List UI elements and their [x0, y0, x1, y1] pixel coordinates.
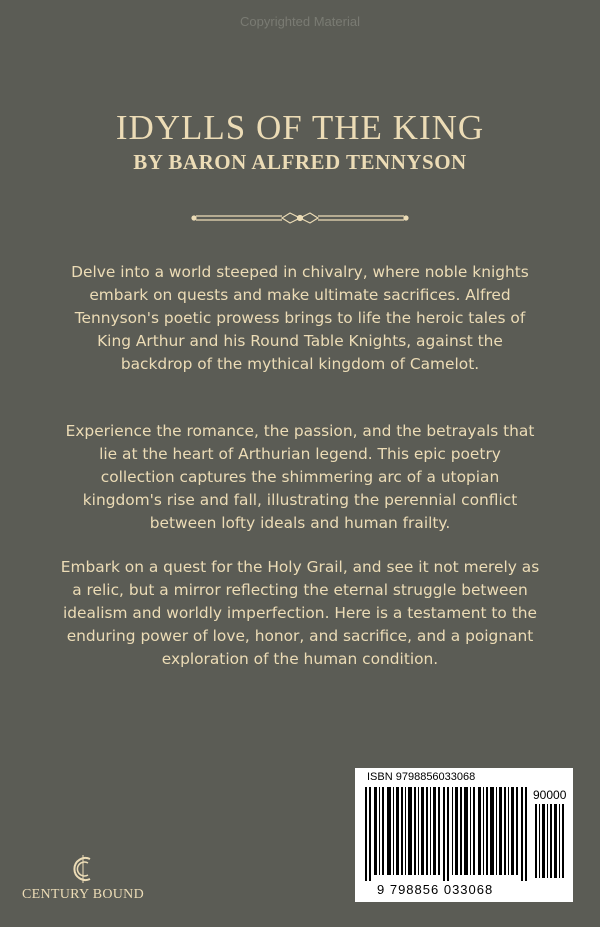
publisher-mark — [18, 853, 148, 903]
book-byline: BY BARON ALFRED TENNYSON — [133, 150, 467, 174]
isbn-label: ISBN 9798856033068 — [367, 771, 476, 783]
ornamental-divider-icon — [190, 208, 410, 228]
isbn-barcode — [355, 768, 573, 902]
barcode-bars-icon — [365, 787, 530, 881]
blurb-paragraph-1: Delve into a world steeped in chivalry, where noble knights embark on quests and make ultimate sacrifices. Alfred Tennyson's poetic prowess brings to life the heroic tales of King Arthur and his Round Table Knights, against the backdrop of the mythical kingdom of Camelot. — [71, 263, 529, 373]
century-bound-logo-icon — [68, 853, 98, 885]
price-code: 90000 — [533, 788, 567, 802]
blurb-paragraph-3: Embark on a quest for the Holy Grail, and see it not merely as a relic, but a mirror reflecting the eternal struggle between idealism and worldly imperfection. Here is a testament to the enduring power of love, honor, and sacrifice, and a poignant exploration of the human condition. — [60, 558, 540, 668]
book-title: IDYLLS OF THE KING — [115, 108, 485, 147]
publisher-name: CENTURY BOUND — [22, 887, 144, 902]
addon-barcode-icon — [535, 804, 565, 878]
blurb-paragraph-2: Experience the romance, the passion, and the betrayals that lie at the heart of Arthurian legend. This epic poetry collection captures the shimmering arc of a utopian kingdom's rise and fall, illustrating the perennial conflict between lofty ideals and human frailty. — [65, 422, 535, 532]
barcode-digits: 9 798856 033068 — [377, 882, 494, 897]
copyright-watermark: Copyrighted Material — [240, 14, 360, 29]
